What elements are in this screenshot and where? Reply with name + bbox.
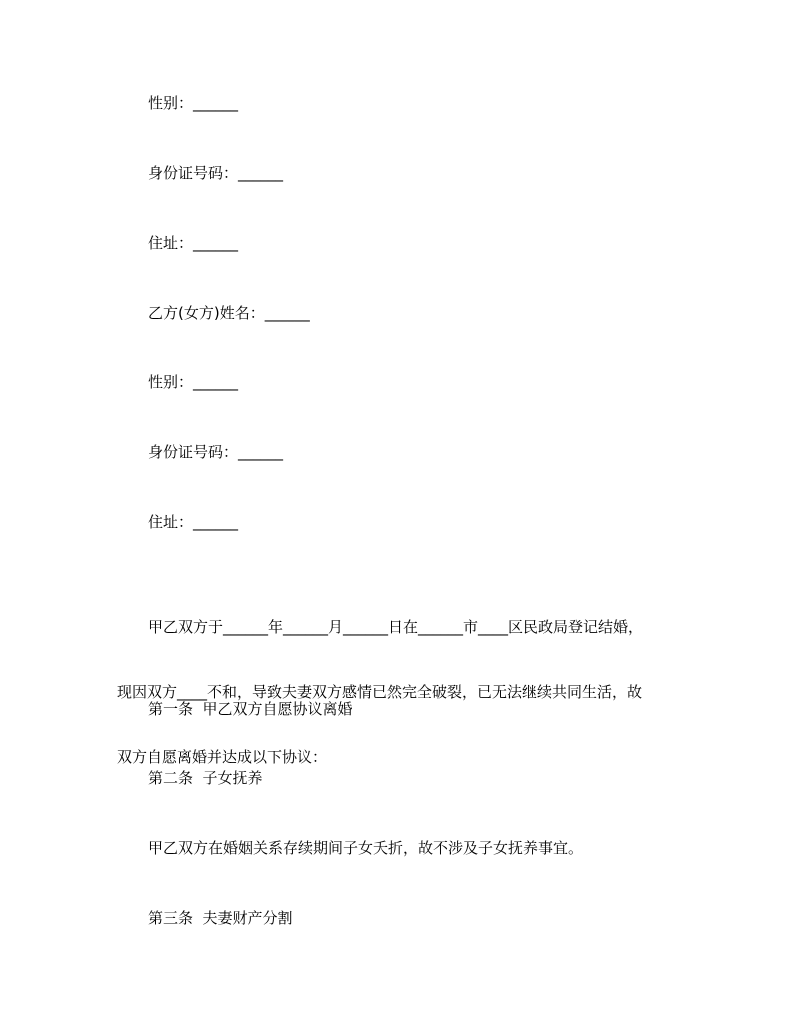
intro-paragraph-line: 甲乙双方于______年______月______日在______市____区民政局登记结婚，: [148, 618, 644, 636]
intro-paragraph-line: 现因双方____不和，导致夫妻双方感情已然完全破裂，已无法继续共同生活，故: [117, 683, 643, 701]
party-a-address-field: 住址：______: [148, 234, 239, 252]
article-2-text: 甲乙双方在婚姻关系存续期间子女夭折，故不涉及子女抚养事宜。: [148, 839, 584, 857]
article-2-heading: 第二条 子女抚养: [148, 769, 263, 787]
intro-paragraph-line: 双方自愿离婚并达成以下协议：: [117, 748, 328, 766]
party-b-gender-field: 性别：______: [148, 373, 239, 391]
party-a-id-number-field: 身份证号码：______: [148, 164, 284, 182]
party-b-address-field: 住址：______: [148, 513, 239, 531]
party-a-gender-field: 性别：______: [148, 94, 239, 112]
party-b-name-field: 乙方(女方)姓名：______: [148, 304, 310, 322]
article-3-heading: 第三条 夫妻财产分割: [148, 909, 293, 927]
party-b-id-number-field: 身份证号码：______: [148, 443, 284, 461]
article-1-heading: 第一条 甲乙双方自愿协议离婚: [148, 700, 353, 718]
